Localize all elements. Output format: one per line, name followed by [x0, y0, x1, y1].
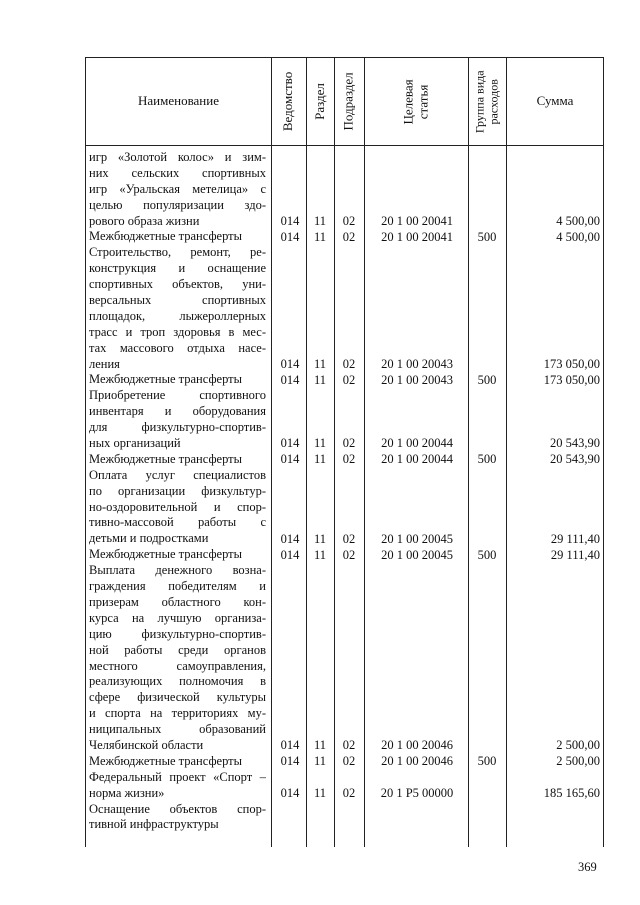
name-text-line: Федеральный проект «Спорт – [89, 769, 266, 784]
razdel-cell: 11 [313, 213, 327, 228]
name-text-line: курса на лучшую организа- [89, 610, 266, 625]
podrazdel-cell: 02 [342, 452, 356, 467]
summa-cell: 20 543,90 [550, 436, 600, 451]
header-razdel [307, 57, 334, 146]
podrazdel-cell: 02 [342, 229, 356, 244]
podrazdel-cell: 02 [342, 547, 356, 562]
name-text-line: Приобретение спортивного [89, 388, 266, 403]
podrazdel-cell: 02 [342, 213, 356, 228]
celevaya-cell: 20 1 00 20041 [381, 229, 453, 244]
name-text-line: Межбюджетные трансферты [89, 547, 243, 562]
summa-cell: 4 500,00 [556, 229, 600, 244]
header-gruppa-label [474, 70, 502, 133]
name-text-line: цию физкультурно-спортив- [89, 626, 266, 641]
celevaya-cell: 20 1 00 20044 [381, 436, 453, 451]
vedomstvo-cell: 014 [280, 547, 300, 562]
header-name-label: Наименование [138, 93, 219, 109]
page-number: 369 [578, 860, 597, 874]
table-border-left [85, 57, 86, 847]
name-text-line: трасс и троп здоровья в мес- [89, 324, 266, 339]
celevaya-cell: 20 1 00 20041 [381, 213, 453, 228]
summa-cell: 29 111,40 [550, 531, 600, 546]
header-gruppa-line2: расходов [486, 78, 501, 125]
name-text-line: ления [89, 356, 120, 371]
name-text-line: реализующих полномочия в [89, 674, 266, 689]
header-celevaya-line1: Целевая [400, 78, 416, 125]
razdel-cell: 11 [313, 372, 327, 387]
summa-cell: 20 543,90 [550, 452, 600, 467]
name-text-line: Межбюджетные трансферты [89, 451, 243, 466]
header-podrazdel [335, 57, 364, 146]
table-border-right [603, 57, 604, 847]
vedomstvo-cell: 014 [280, 372, 300, 387]
summa-cell: 2 500,00 [556, 754, 600, 769]
budget-table [85, 57, 604, 847]
name-text-line: ной работы среди органов [89, 642, 266, 657]
celevaya-cell: 20 1 00 20045 [381, 531, 453, 546]
celevaya-cell: 20 1 00 20043 [381, 372, 453, 387]
name-column-text [89, 150, 266, 833]
name-text-line: сфере физической культуры [89, 690, 266, 705]
name-text-line: версальных спортивных [89, 293, 266, 308]
razdel-cell: 11 [313, 754, 327, 769]
summa-cell: 173 050,00 [543, 356, 600, 371]
name-text-line: игр «Золотой колос» и зим- [89, 150, 266, 164]
name-text-line: норма жизни» [89, 785, 165, 800]
name-text-line: по организации физкультур- [89, 483, 266, 498]
razdel-cell: 11 [313, 786, 327, 800]
gruppa-cell: 500 [477, 754, 497, 769]
summa-cell: 29 111,40 [550, 547, 600, 562]
vedomstvo-cell: 014 [280, 452, 300, 467]
razdel-cell: 11 [313, 436, 327, 451]
vedomstvo-cell: 014 [280, 754, 300, 769]
header-vedomstvo-label: Ведомство [280, 71, 296, 132]
razdel-cell: 11 [313, 738, 327, 753]
name-text-line: целью популяризации здо- [89, 197, 266, 212]
name-text-line: Строительство, ремонт, ре- [89, 245, 266, 260]
summa-cell: 2 500,00 [556, 738, 600, 753]
gruppa-cell: 500 [477, 372, 497, 387]
name-text-line: спортивных объектов, уни- [89, 277, 266, 292]
header-celevaya-line2: статья [415, 84, 431, 119]
gruppa-cell: 500 [477, 452, 497, 467]
vedomstvo-cell: 014 [280, 786, 300, 800]
name-text-line: детьми и подростками [89, 531, 209, 546]
podrazdel-cell: 02 [342, 754, 356, 769]
gruppa-cell: 500 [477, 229, 497, 244]
celevaya-cell: 20 1 00 20046 [381, 754, 453, 769]
header-summa-label: Сумма [536, 93, 574, 109]
name-text-line: Челябинской области [89, 737, 204, 752]
name-text-line: конструкция и оснащение [89, 261, 266, 276]
name-text-line: тивно-массовой работы с [89, 515, 266, 530]
summa-cell: 173 050,00 [543, 372, 600, 387]
razdel-cell: 11 [313, 356, 327, 371]
name-text-line: Оснащение объектов спор- [89, 801, 266, 816]
celevaya-cell: 20 1 00 20046 [381, 738, 453, 753]
name-text-line: Оплата услуг специалистов [89, 467, 266, 482]
razdel-cell: 11 [313, 531, 327, 546]
name-text-line: инвентаря и оборудования [89, 404, 266, 419]
header-summa [507, 57, 603, 146]
celevaya-cell: 20 1 00 20045 [381, 547, 453, 562]
header-gruppa-line1: Группа вида [472, 70, 487, 133]
podrazdel-cell: 02 [342, 786, 356, 800]
name-text-line: тивной инфраструктуры [89, 817, 219, 832]
name-text-line: игр «Уральская метелица» с [89, 181, 266, 196]
name-text-line: граждения победителям и [89, 579, 266, 594]
header-podrazdel-label: Подраздел [341, 72, 357, 131]
name-text-line: местного самоуправления, [89, 658, 266, 673]
name-text-line: для физкультурно-спортив- [89, 420, 266, 435]
name-text-line: ных организаций [89, 436, 181, 451]
name-text-line: Межбюджетные трансферты [89, 753, 243, 768]
vedomstvo-cell: 014 [280, 738, 300, 753]
celevaya-cell: 20 1 P5 00000 [380, 786, 454, 800]
celevaya-cell: 20 1 00 20043 [381, 356, 453, 371]
header-name [86, 57, 271, 146]
header-vedomstvo [272, 57, 306, 146]
razdel-cell: 11 [313, 229, 327, 244]
vedomstvo-cell: 014 [280, 356, 300, 371]
header-razdel-label: Раздел [312, 83, 328, 120]
vedomstvo-cell: 014 [280, 436, 300, 451]
name-text-line: Межбюджетные трансферты [89, 372, 243, 387]
name-text-line: них сельских спортивных [89, 165, 266, 180]
name-text-line: призерам областного кон- [89, 594, 266, 609]
gruppa-cell: 500 [477, 547, 497, 562]
vedomstvo-cell: 014 [280, 531, 300, 546]
podrazdel-cell: 02 [342, 356, 356, 371]
name-text-line: но-оздоровительной и спор- [89, 499, 266, 514]
podrazdel-cell: 02 [342, 372, 356, 387]
razdel-cell: 11 [313, 452, 327, 467]
podrazdel-cell: 02 [342, 738, 356, 753]
header-celevaya [365, 57, 468, 146]
name-text-line: рового образа жизни [89, 213, 200, 228]
name-text-line: ниципальных образований [89, 722, 266, 737]
name-text-line: Межбюджетные трансферты [89, 229, 243, 244]
celevaya-cell: 20 1 00 20044 [381, 452, 453, 467]
podrazdel-cell: 02 [342, 531, 356, 546]
column-divider [271, 57, 272, 847]
podrazdel-cell: 02 [342, 436, 356, 451]
razdel-cell: 11 [313, 547, 327, 562]
name-text-line: Выплата денежного возна- [89, 563, 266, 578]
vedomstvo-cell: 014 [280, 213, 300, 228]
vedomstvo-cell: 014 [280, 229, 300, 244]
header-celevaya-label [402, 79, 432, 124]
name-text-line: тах массового отдыха насе- [89, 340, 266, 355]
summa-cell: 185 165,60 [543, 786, 600, 800]
column-divider [364, 57, 365, 847]
summa-cell: 4 500,00 [556, 213, 600, 228]
header-gruppa [469, 57, 506, 146]
name-text-line: площадок, лыжероллерных [89, 308, 266, 323]
column-divider [334, 57, 335, 847]
name-text-line: и спорта на территориях му- [89, 706, 266, 721]
